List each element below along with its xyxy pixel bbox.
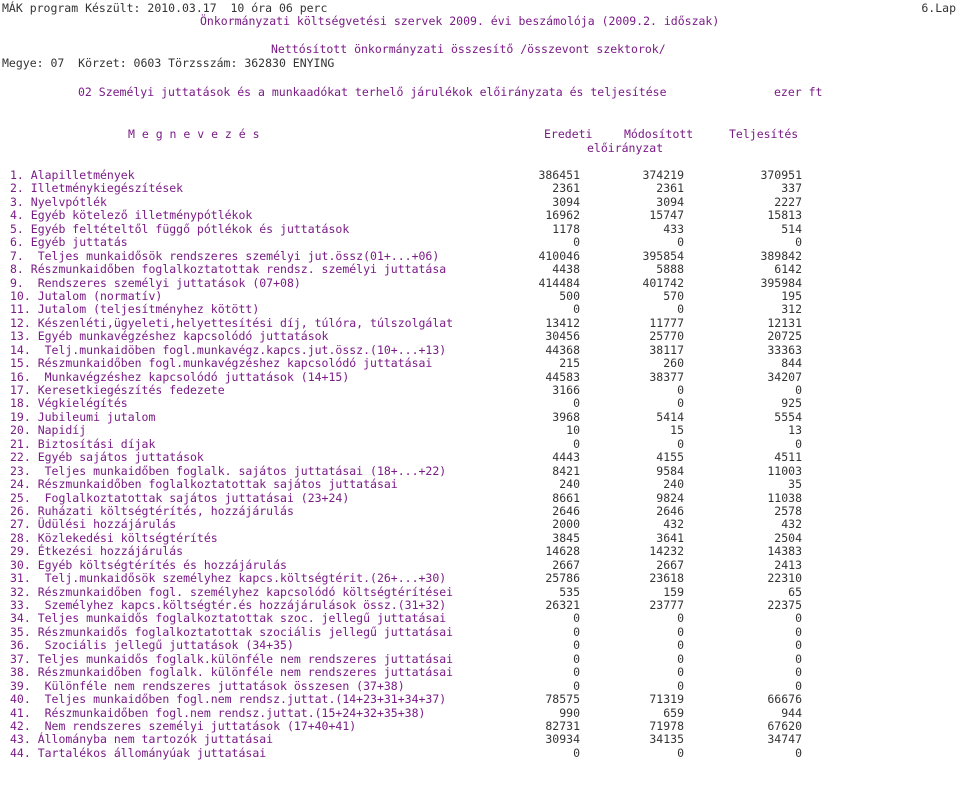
row-value-v2: 0 — [677, 651, 684, 666]
row-value-v3: 0 — [795, 638, 802, 653]
row-value-v2: 240 — [663, 477, 684, 492]
row-value-v2: 38377 — [649, 369, 684, 384]
report-title: 02 Személyi juttatások és a munkaadókat terhelő járulékok előirányzata és teljesítése — [78, 85, 667, 99]
row-value-v2: 71978 — [649, 718, 684, 733]
row-value-v3: 395984 — [760, 275, 802, 290]
row-value-v3: 11003 — [767, 463, 802, 478]
row-value-v3: 337 — [781, 181, 802, 196]
row-value-v2: 0 — [677, 436, 684, 451]
table-row — [0, 599, 960, 612]
table-row — [0, 357, 960, 370]
row-value-v1: 0 — [573, 638, 580, 653]
row-value-v2: 395854 — [642, 248, 684, 263]
row-value-v2: 433 — [663, 221, 684, 236]
row-value-v1: 8421 — [552, 463, 580, 478]
row-value-v1: 2667 — [552, 557, 580, 572]
row-label: 41. Részmunkaidőben fogl.nem rendsz.juttat.(15+24+32+35+38) — [10, 705, 426, 720]
row-label: 37. Teljes munkaidős foglalk.különféle nem rendszeres juttatásai — [10, 651, 454, 666]
table-row — [0, 411, 960, 424]
row-label: 15. Részmunkaidőben fogl.munkavégzéshez kapcsolódó juttatásai — [10, 356, 433, 371]
row-value-v2: 9824 — [656, 490, 684, 505]
row-value-v3: 844 — [781, 356, 802, 371]
row-label: 19. Jubileumi jutalom — [10, 409, 156, 424]
row-value-v1: 535 — [559, 584, 580, 599]
row-value-v2: 3641 — [656, 530, 684, 545]
row-value-v3: 370951 — [760, 168, 802, 182]
row-value-v1: 0 — [573, 651, 580, 666]
row-value-v2: 34135 — [649, 732, 684, 747]
table-row — [0, 330, 960, 343]
table-row — [0, 290, 960, 303]
row-value-v1: 3845 — [552, 530, 580, 545]
row-value-v2: 2667 — [656, 557, 684, 572]
row-value-v3: 0 — [795, 611, 802, 626]
table-row — [0, 653, 960, 666]
table-row — [0, 277, 960, 290]
table-row — [0, 263, 960, 276]
row-value-v3: 66676 — [767, 692, 802, 707]
program-info: MÁK program Készült: 2010.03.17 10 óra 06 perc — [2, 1, 328, 15]
table-row — [0, 639, 960, 652]
row-label: 1. Alapilletmények — [10, 168, 135, 182]
row-value-v2: 159 — [663, 584, 684, 599]
row-value-v3: 432 — [781, 517, 802, 532]
row-value-v2: 0 — [677, 302, 684, 317]
row-value-v1: 0 — [573, 302, 580, 317]
row-value-v3: 15813 — [767, 208, 802, 223]
row-label: 14. Telj.munkaidöben fogl.munkavégz.kapcs.jut.össz.(10+...+13) — [10, 342, 447, 357]
row-value-v3: 65 — [788, 584, 802, 599]
row-value-v2: 0 — [677, 235, 684, 250]
row-value-v2: 9584 — [656, 463, 684, 478]
row-value-v1: 215 — [559, 356, 580, 371]
table-row — [0, 586, 960, 599]
row-label: 3. Nyelvpótlék — [10, 194, 107, 209]
row-value-v1: 3166 — [552, 383, 580, 397]
row-value-v1: 14628 — [545, 544, 580, 559]
row-value-v2: 5414 — [656, 409, 684, 424]
column-header-modified: Módosított — [624, 127, 694, 141]
table-row — [0, 344, 960, 357]
row-value-v1: 2646 — [552, 503, 580, 518]
row-value-v2: 5888 — [656, 262, 684, 277]
unit-label: ezer ft — [774, 85, 823, 99]
table-row — [0, 169, 960, 182]
row-value-v2: 0 — [677, 745, 684, 760]
row-value-v1: 2361 — [552, 181, 580, 196]
row-value-v3: 925 — [781, 396, 802, 411]
row-value-v1: 0 — [573, 678, 580, 693]
row-value-v2: 2361 — [656, 181, 684, 196]
row-value-v2: 4155 — [656, 450, 684, 465]
table-row — [0, 680, 960, 693]
row-value-v3: 389842 — [760, 248, 802, 263]
page-number: 6.Lap — [921, 1, 956, 15]
row-value-v1: 3094 — [552, 194, 580, 209]
row-label: 42. Nem rendszeres személyi juttatások (17+40+41) — [10, 718, 357, 733]
row-value-v3: 22310 — [767, 571, 802, 586]
table-row — [0, 223, 960, 236]
row-value-v2: 23777 — [649, 598, 684, 612]
row-value-v3: 6142 — [774, 262, 802, 277]
row-label: 29. Étkezési hozzájárulás — [10, 544, 184, 559]
row-value-v1: 82731 — [545, 718, 580, 733]
column-header-actual: Teljesítés — [729, 127, 799, 141]
table-row — [0, 518, 960, 531]
row-label: 13. Egyéb munkavégzéshez kapcsolódó juttatások — [10, 329, 329, 344]
row-label: 28. Közlekedési költségtérítés — [10, 530, 218, 545]
row-value-v2: 2646 — [656, 503, 684, 518]
row-label: 2. Illetménykiegészítések — [10, 181, 184, 196]
net-title: Nettósított önkormányzati összesítő /összevont szektorok/ — [271, 42, 666, 56]
column-header-name: M e g n e v e z é s — [128, 127, 260, 141]
row-label: 43. Állományba nem tartozók juttatásai — [10, 732, 274, 747]
row-label: 26. Ruházati költségtérítés, hozzájárulás — [10, 503, 294, 518]
table-row — [0, 236, 960, 249]
row-value-v1: 414484 — [538, 275, 580, 290]
row-label: 4. Egyéb kötelező illetménypótlékok — [10, 208, 253, 223]
row-value-v1: 0 — [573, 235, 580, 250]
row-label: 12. Készenléti,ügyeleti,helyettesítési díj, túlóra, túlszolgálat — [10, 315, 454, 330]
row-value-v1: 30934 — [545, 732, 580, 747]
row-value-v1: 44583 — [545, 369, 580, 384]
row-label: 17. Keresetkiegészítés fedezete — [10, 383, 225, 397]
row-value-v3: 195 — [781, 288, 802, 303]
table-row — [0, 451, 960, 464]
row-value-v2: 659 — [663, 705, 684, 720]
row-value-v3: 34747 — [767, 732, 802, 747]
row-value-v2: 260 — [663, 356, 684, 371]
row-value-v3: 2504 — [774, 530, 802, 545]
table-row — [0, 693, 960, 706]
row-value-v1: 3968 — [552, 409, 580, 424]
row-label: 20. Napidíj — [10, 423, 87, 438]
row-value-v3: 14383 — [767, 544, 802, 559]
row-value-v1: 0 — [573, 436, 580, 451]
row-value-v3: 2227 — [774, 194, 802, 209]
table-row — [0, 465, 960, 478]
row-label: 31. Telj.munkaidősök személyhez kapcs.költségtérit.(26+...+30) — [10, 571, 447, 586]
row-label: 6. Egyéb juttatás — [10, 235, 128, 250]
table-row — [0, 438, 960, 451]
row-label: 35. Részmunkaidős foglalkoztatottak szociális jellegű juttatásai — [10, 624, 454, 639]
row-label: 38. Részmunkaidőben foglalk. különféle nem rendszeres juttatásai — [10, 665, 454, 680]
table-row — [0, 733, 960, 746]
row-value-v1: 16962 — [545, 208, 580, 223]
row-value-v2: 3094 — [656, 194, 684, 209]
row-value-v3: 67620 — [767, 718, 802, 733]
table-row — [0, 666, 960, 679]
row-label: 21. Biztosítási díjak — [10, 436, 156, 451]
row-label: 34. Teljes munkaidős foglalkoztatottak szoc. jellegű juttatásai — [10, 611, 447, 626]
row-value-v2: 71319 — [649, 692, 684, 707]
row-value-v1: 990 — [559, 705, 580, 720]
row-value-v2: 0 — [677, 638, 684, 653]
row-value-v2: 0 — [677, 665, 684, 680]
row-value-v3: 944 — [781, 705, 802, 720]
row-value-v2: 15 — [670, 423, 684, 438]
row-value-v2: 14232 — [649, 544, 684, 559]
document-subtitle: Önkormányzati költségvetési szervek 2009. évi beszámolója (2009.2. időszak) — [200, 14, 720, 28]
row-value-v1: 44368 — [545, 342, 580, 357]
row-value-v1: 2000 — [552, 517, 580, 532]
row-value-v2: 432 — [663, 517, 684, 532]
table-row — [0, 384, 960, 397]
row-value-v3: 2413 — [774, 557, 802, 572]
row-value-v1: 386451 — [538, 168, 580, 182]
row-label: 9. Rendszeres személyi juttatások (07+08) — [10, 275, 301, 290]
row-value-v3: 33363 — [767, 342, 802, 357]
table-row — [0, 182, 960, 195]
row-value-v3: 0 — [795, 436, 802, 451]
table-row — [0, 196, 960, 209]
row-value-v2: 38117 — [649, 342, 684, 357]
row-value-v1: 8661 — [552, 490, 580, 505]
table-row — [0, 545, 960, 558]
row-value-v1: 0 — [573, 665, 580, 680]
row-value-v3: 0 — [795, 665, 802, 680]
table-row — [0, 612, 960, 625]
row-label: 33. Személyhez kapcs.költségtér.és hozzájárulások össz.(31+32) — [10, 598, 447, 612]
table-row — [0, 250, 960, 263]
row-value-v1: 240 — [559, 477, 580, 492]
row-value-v2: 0 — [677, 396, 684, 411]
row-value-v3: 0 — [795, 383, 802, 397]
row-value-v3: 13 — [788, 423, 802, 438]
row-value-v2: 570 — [663, 288, 684, 303]
row-value-v2: 15747 — [649, 208, 684, 223]
row-value-v3: 0 — [795, 651, 802, 666]
row-label: 18. Végkielégítés — [10, 396, 128, 411]
row-value-v1: 500 — [559, 288, 580, 303]
row-label: 39. Különféle nem rendszeres juttatások összesen (37+38) — [10, 678, 405, 693]
row-value-v3: 0 — [795, 235, 802, 250]
row-value-v1: 1178 — [552, 221, 580, 236]
table-row — [0, 747, 960, 760]
row-value-v3: 0 — [795, 678, 802, 693]
row-value-v3: 312 — [781, 302, 802, 317]
table-row — [0, 707, 960, 720]
row-label: 22. Egyéb sajátos juttatások — [10, 450, 204, 465]
table-row — [0, 626, 960, 639]
row-value-v1: 30456 — [545, 329, 580, 344]
row-value-v3: 2578 — [774, 503, 802, 518]
row-value-v1: 25786 — [545, 571, 580, 586]
table-row — [0, 424, 960, 437]
row-value-v2: 0 — [677, 624, 684, 639]
row-value-v2: 0 — [677, 678, 684, 693]
row-value-v3: 34207 — [767, 369, 802, 384]
row-label: 10. Jutalom (normatív) — [10, 288, 163, 303]
row-value-v1: 13412 — [545, 315, 580, 330]
row-value-v1: 78575 — [545, 692, 580, 707]
row-value-v1: 410046 — [538, 248, 580, 263]
row-label: 16. Munkavégzéshez kapcsolódó juttatások (14+15) — [10, 369, 350, 384]
row-value-v2: 25770 — [649, 329, 684, 344]
row-label: 44. Tartalékos állományúak juttatásai — [10, 745, 267, 760]
row-label: 8. Részmunkaidőben foglalkoztatottak rendsz. személyi juttatása — [10, 262, 447, 277]
row-value-v3: 514 — [781, 221, 802, 236]
row-value-v1: 0 — [573, 396, 580, 411]
row-value-v1: 4443 — [552, 450, 580, 465]
table-row — [0, 303, 960, 316]
data-table — [0, 169, 960, 760]
row-value-v1: 0 — [573, 611, 580, 626]
row-value-v3: 5554 — [774, 409, 802, 424]
row-value-v3: 11038 — [767, 490, 802, 505]
row-value-v1: 0 — [573, 624, 580, 639]
row-value-v1: 0 — [573, 745, 580, 760]
row-value-v2: 0 — [677, 611, 684, 626]
row-label: 32. Részmunkaidőben fogl. személyhez kapcsolódó költségtérítései — [10, 584, 454, 599]
row-label: 23. Teljes munkaidőben foglalk. sajátos juttatásai (18+...+22) — [10, 463, 447, 478]
row-value-v2: 23618 — [649, 571, 684, 586]
row-value-v3: 20725 — [767, 329, 802, 344]
table-row — [0, 559, 960, 572]
row-label: 36. Szociális jellegű juttatások (34+35) — [10, 638, 294, 653]
row-label: 27. Üdülési hozzájárulás — [10, 517, 177, 532]
column-header-original: Eredeti — [544, 127, 593, 141]
row-value-v2: 401742 — [642, 275, 684, 290]
row-value-v1: 4438 — [552, 262, 580, 277]
row-label: 25. Foglalkoztatottak sajátos juttatásai (23+24) — [10, 490, 350, 505]
row-value-v1: 10 — [566, 423, 580, 438]
row-value-v3: 4511 — [774, 450, 802, 465]
row-value-v1: 26321 — [545, 598, 580, 612]
row-label: 7. Teljes munkaidősök rendszeres személyi jut.össz(01+...+06) — [10, 248, 440, 263]
table-row — [0, 209, 960, 222]
location-info: Megye: 07 Körzet: 0603 Törzsszám: 362830 ENYING — [2, 56, 335, 70]
row-value-v2: 374219 — [642, 168, 684, 182]
row-value-v3: 35 — [788, 477, 802, 492]
row-label: 30. Egyéb költségtérítés és hozzájárulás — [10, 557, 287, 572]
row-value-v2: 0 — [677, 383, 684, 397]
row-label: 5. Egyéb feltételtől függő pótlékok és juttatások — [10, 221, 350, 236]
row-value-v3: 0 — [795, 745, 802, 760]
table-row — [0, 492, 960, 505]
table-row — [0, 317, 960, 330]
row-label: 11. Jutalom (teljesítményhez kötött) — [10, 302, 260, 317]
row-label: 24. Részmunkaidőben foglalkoztatottak sajátos juttatásai — [10, 477, 398, 492]
table-row — [0, 397, 960, 410]
row-value-v3: 0 — [795, 624, 802, 639]
table-row — [0, 478, 960, 491]
column-header-modified-sub: előirányzat — [587, 141, 664, 155]
table-row — [0, 572, 960, 585]
row-value-v3: 22375 — [767, 598, 802, 612]
row-label: 40. Teljes munkaidőben fogl.nem rendsz.juttat.(14+23+31+34+37) — [10, 692, 447, 707]
row-value-v3: 12131 — [767, 315, 802, 330]
table-row — [0, 371, 960, 384]
row-value-v2: 11777 — [649, 315, 684, 330]
